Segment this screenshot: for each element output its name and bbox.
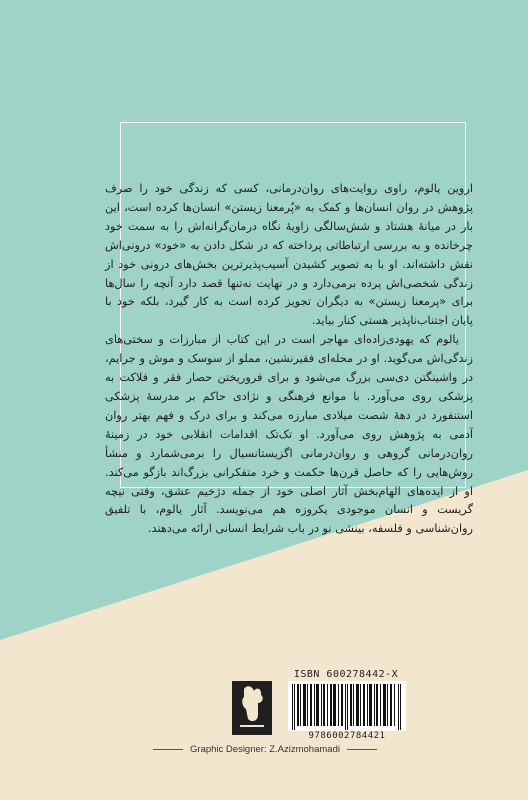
credit-divider-left bbox=[153, 749, 183, 750]
credit-divider-right bbox=[347, 749, 377, 750]
description-paragraph-1: اروین یالوم، راوی روایت‌های روان‌درمانی، کسی که زندگی خود را صرف پژوهش در روان انسان‌ها و کمک به «پُرمعنا زیستن» انسان‌ها کرده است، این بار در میانهٔ هشتاد و شش‌سالگی زاویهٔ نگاه درمان‌گرانه‌اش را به سمت خود چرخانده و به بررسی ارتباطاتی پرداخته که در شکل دادن به «خود» درونی‌اش نقش داشته‌اند. او با به تصویر کشیدن آسیب‌پذیرترین بخش‌های درونی خود از زندگی شخصی‌اش پرده برمی‌دارد و در نهایت نه‌تنها قصد دارد آنچه را سال‌ها برای «پرمعنا زیستن» به دیگران تجویز کرده است به کار گیرد، بلکه خود با پایان اجتناب‌ناپذیر هستی کنار بیاید. bbox=[105, 182, 473, 328]
description-paragraph-2: یالوم که یهودی‌زاده‌ای مهاجر است در این کتاب از مبارزات و سختی‌های زندگی‌اش می‌گوید. او در محله‌ای فقیرنشین، مملو از سوسک و موش و جرایم، در واشینگتن دی‌سی بزرگ می‌شود و برای فروریختن حصار فقر و فلاکت به پزشکی روی می‌آورد. با موانع فرهنگی و نژادی حاکم بر مدرسهٔ پزشکی استنفورد در دههٔ شصت میلادی مبارزه می‌کند و برای درک و فهم بهتر روان آدمی به پژوهش روی می‌آورد. او تک‌تک اقدامات انقلابی خود در زمینهٔ روان‌درمانی گروهی و روان‌درمانی اگزیستانسیال را برمی‌شمارد و منشأ روش‌هایی را که حاصل قرن‌ها حکمت و خرد متفکرانی بزرگ‌اند بازگو می‌کند. او از ایده‌های الهام‌بخش آثار اصلی خود از جمله دژخیم عشق، وقتی نیچه گریست و انسان موجودی یکروزه هم می‌نویسد. آثار یالوم، با تلفیق روان‌شناسی و فلسفه، بینشی نو در باب شرایط انسانی ارائه می‌دهند. bbox=[105, 333, 473, 536]
graphic-designer-credit bbox=[130, 744, 400, 755]
isbn-label: ISBN 600278442-X bbox=[293, 669, 399, 680]
publisher-logo bbox=[232, 681, 272, 735]
isbn-number: 9786002784421 bbox=[308, 731, 386, 741]
barcode bbox=[288, 681, 406, 731]
credit-text: Graphic Designer: Z.Azizmohamadi bbox=[190, 744, 340, 755]
back-cover-description bbox=[105, 180, 473, 539]
